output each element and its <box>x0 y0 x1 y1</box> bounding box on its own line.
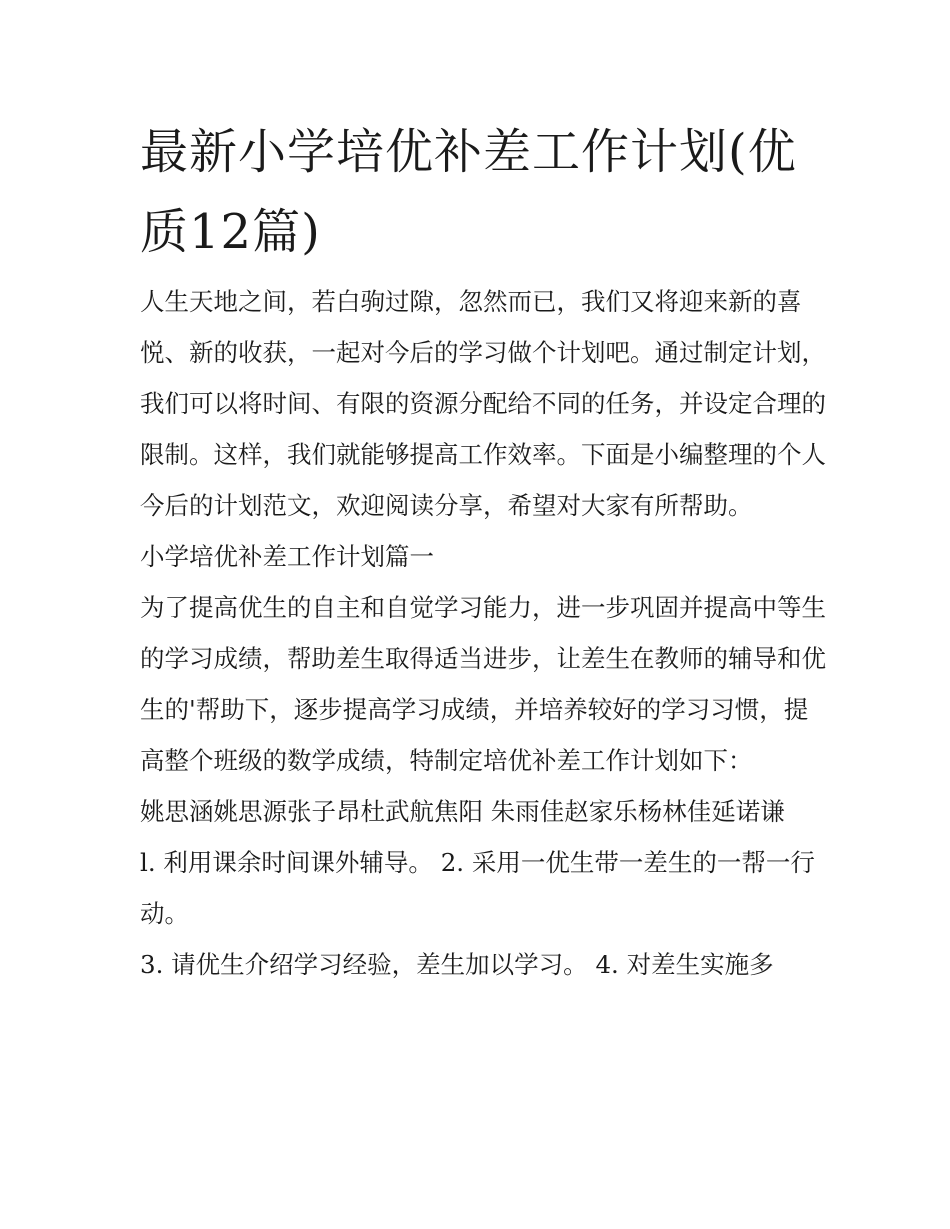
measures-paragraph-2: 3. 请优生介绍学习经验，差生加以学习。 4. 对差生实施多 <box>140 950 774 979</box>
intro-paragraph: 人生天地之间，若白驹过隙，忽然而已，我们又将迎来新的喜悦、新的收获，一起对今后的学习做个计划吧。通过制定计划，我们可以将时间、有限的资源分配给不同的任务，并设定合理的限制。这样，我们就能够提高工作效率。下面是小编整理的个人今后的计划范文，欢迎阅读分享，希望对大家有所帮助。 <box>140 287 826 520</box>
purpose-paragraph: 为了提高优生的自主和自觉学习能力，进一步巩固并提高中等生的学习成绩，帮助差生取得适当进步，让差生在教师的辅导和优生的'帮助下，逐步提高学习成绩，并培养较好的学习习惯，提高整个班级的数学成绩，特制定培优补差工作计划如下： <box>140 593 826 775</box>
measures-paragraph-1: l. 利用课余时间课外辅导。 2. 采用一优生带一差生的一帮一行动。 <box>140 848 815 928</box>
document-body <box>140 276 830 990</box>
document-title: 最新小学培优补差工作计划(优质12篇) <box>140 124 797 260</box>
student-names-paragraph: 姚思涵姚思源张子昂杜武航焦阳 朱雨佳赵家乐杨林佳延诺谦 <box>140 797 785 826</box>
section-heading: 小学培优补差工作计划篇一 <box>140 542 434 571</box>
